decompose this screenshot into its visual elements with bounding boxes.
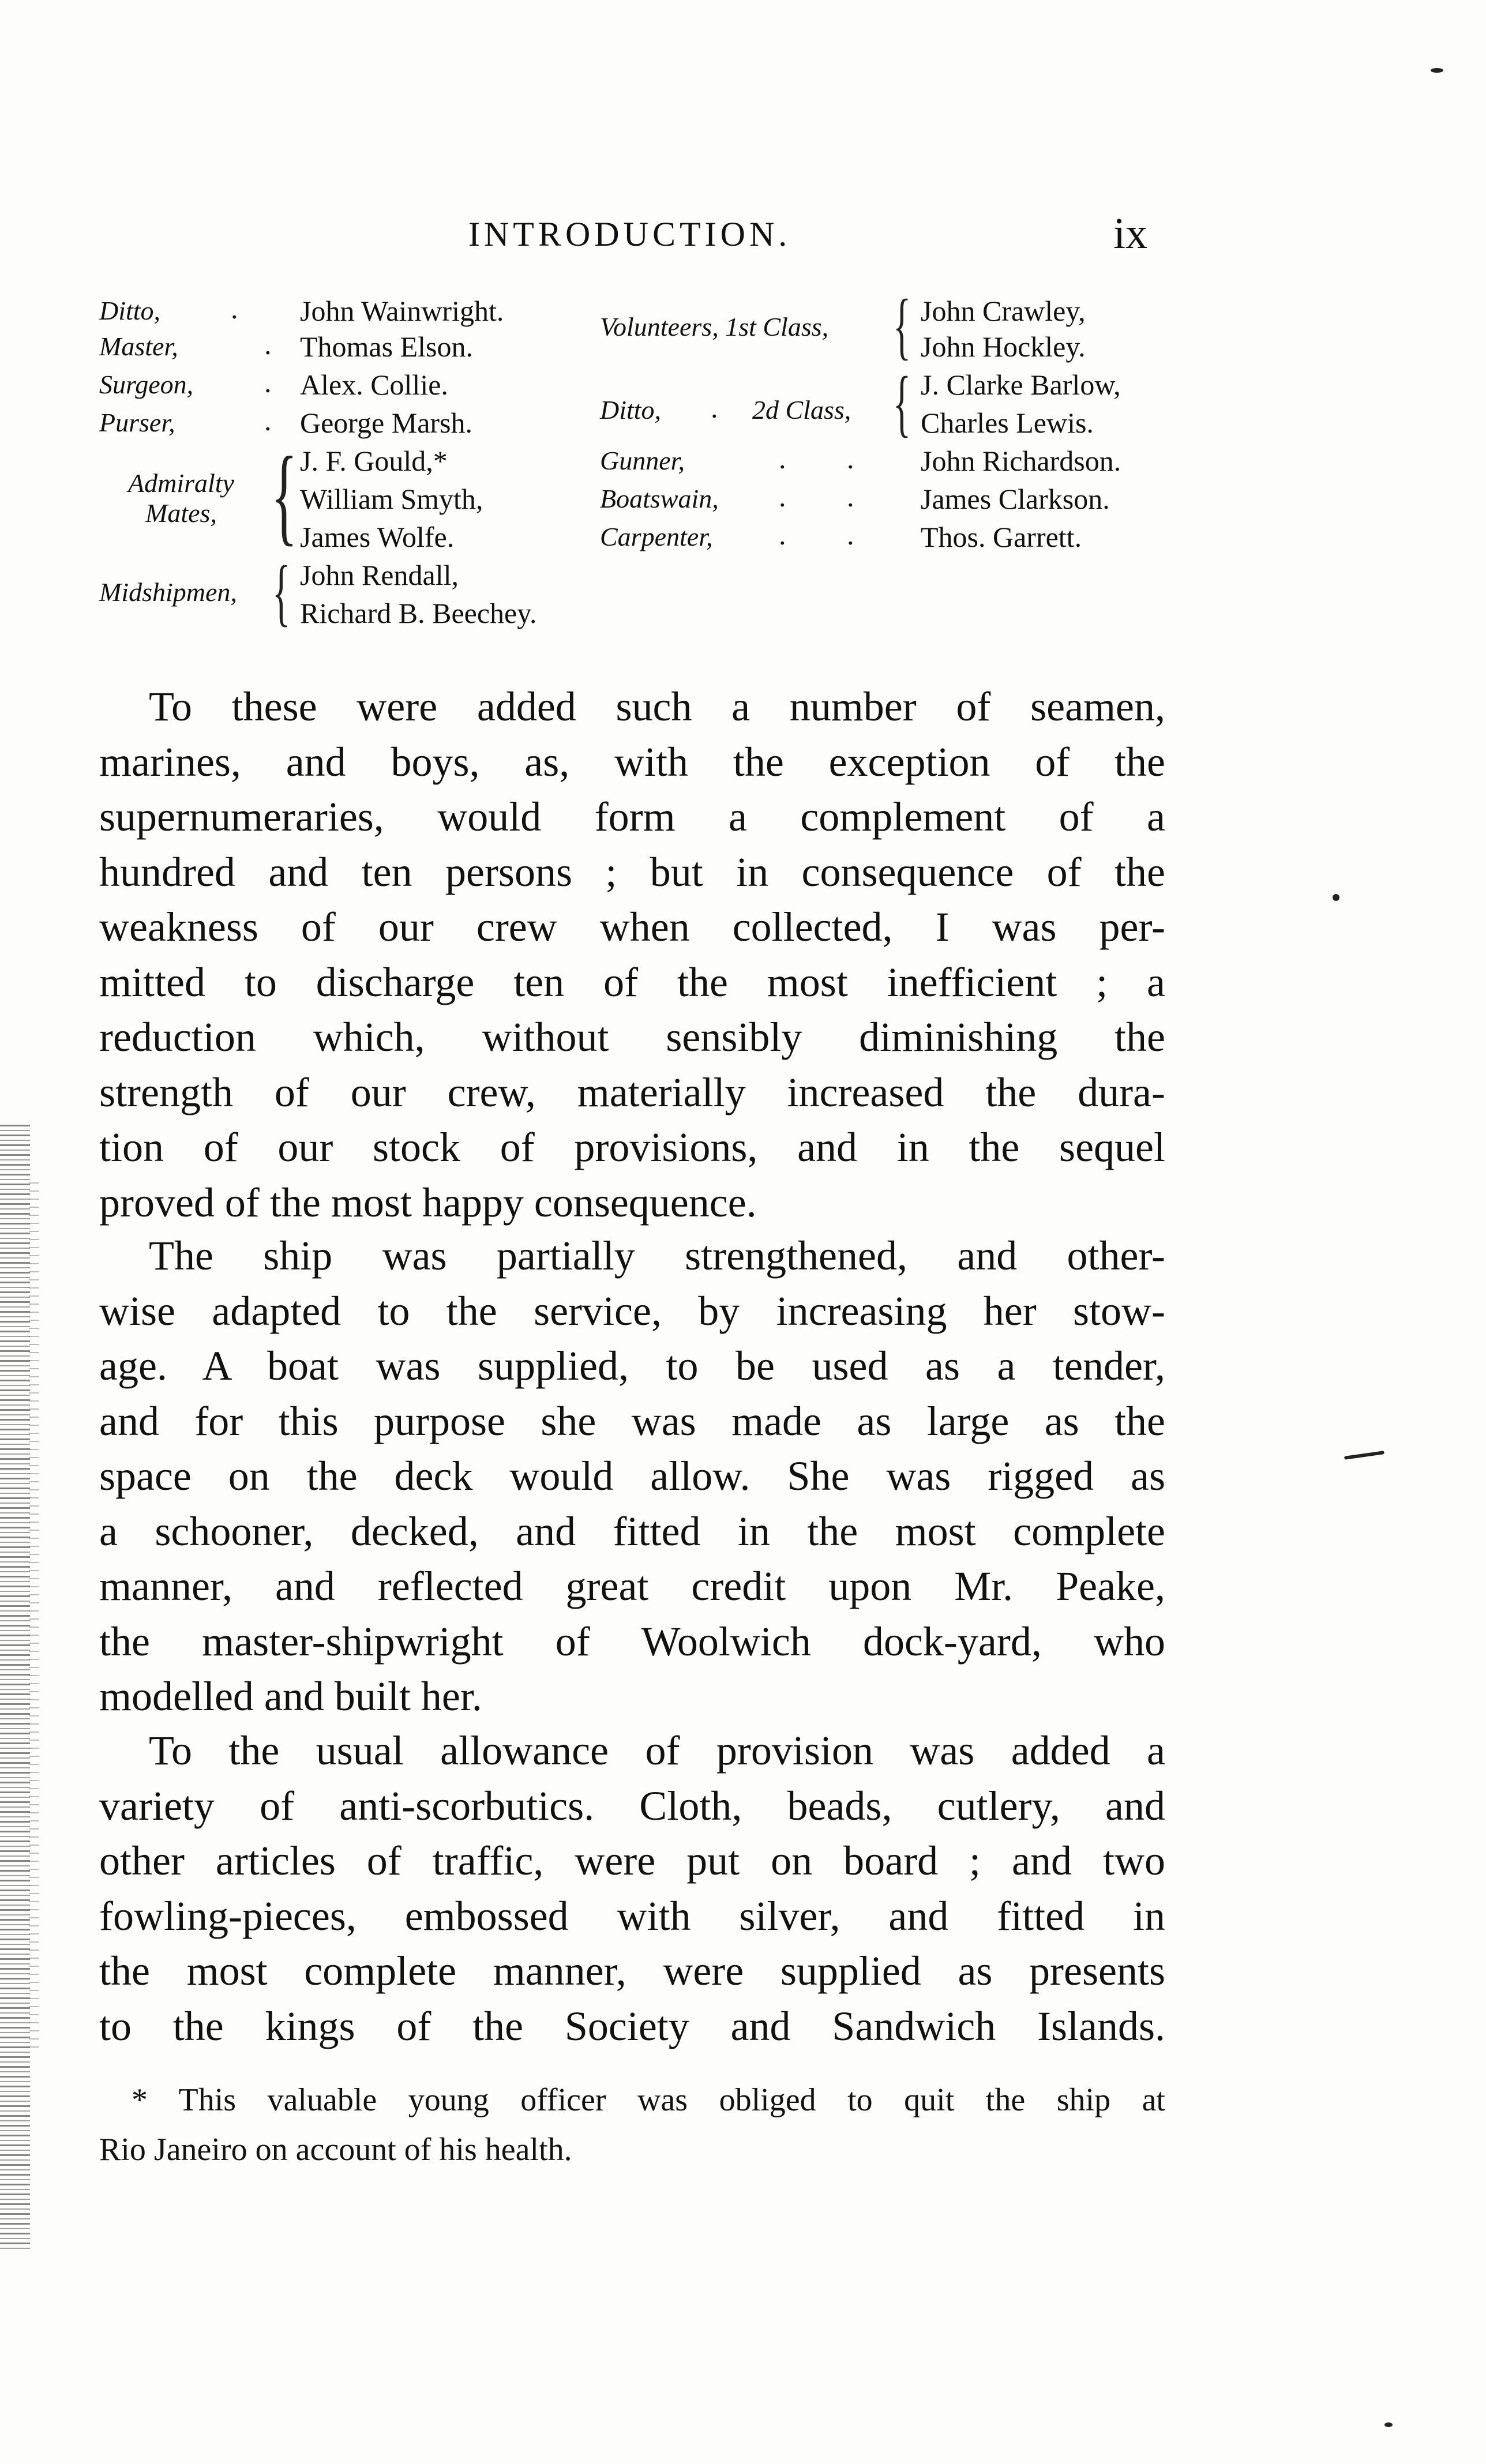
crew-name: William Smyth,	[300, 483, 483, 515]
crew-name: J. F. Gould,*	[300, 445, 448, 477]
text-line: wise adapted to the service, by increasing her stow-	[99, 1287, 1165, 1334]
crew-rank: Admiralty Mates,	[128, 468, 234, 528]
page-number: ix	[1113, 209, 1148, 258]
crew-class: 2d Class,	[752, 395, 851, 425]
text-line: to the kings of the Society and Sandwich Islands.	[99, 2003, 1165, 2049]
text-line: a schooner, decked, and fitted in the most complete	[99, 1508, 1165, 1554]
crew-name: John Rendall,	[300, 559, 459, 591]
text-line: tion of our stock of provisions, and in the sequel	[99, 1124, 1165, 1170]
text-line: reduction which, without sensibly diminishing the	[99, 1014, 1165, 1060]
text-line: the most complete manner, were supplied as presents	[99, 1948, 1165, 1994]
crew-name: John Crawley,	[921, 295, 1086, 327]
leader-dot: .	[231, 292, 238, 325]
footnote	[99, 2075, 1165, 2174]
leader-dot: .	[779, 480, 786, 513]
crew-name: Richard B. Beechey.	[300, 597, 537, 629]
leader-dot: .	[264, 328, 272, 360]
brace: {	[893, 284, 911, 367]
leader-dot: .	[779, 442, 786, 475]
crew-name: J. Clarke Barlow,	[921, 369, 1121, 401]
body-paragraph	[99, 1723, 1165, 2054]
running-header-title: INTRODUCTION.	[468, 215, 791, 253]
leader-dot: .	[847, 519, 854, 551]
text-line: proved of the most happy consequence.	[99, 1179, 757, 1226]
text-line: marines, and boys, as, with the exception of the	[99, 738, 1165, 785]
text-line: The ship was partially strengthened, and other-	[149, 1233, 1165, 1279]
text-line: supernumeraries, would form a complement of a	[99, 794, 1165, 840]
leader-dot: .	[779, 519, 786, 551]
text-line: the master-shipwright of Woolwich dock-yard, who	[99, 1618, 1165, 1665]
brace: {	[272, 551, 291, 634]
scan-speck	[1384, 2422, 1393, 2427]
crew-name: John Richardson.	[921, 445, 1121, 477]
leader-dot: .	[264, 366, 272, 399]
crew-rank: Boatswain,	[600, 484, 719, 513]
leader-dot: .	[711, 392, 718, 424]
text-line: To the usual allowance of provision was added a	[149, 1727, 1165, 1774]
crew-rank: Volunteers, 1st Class,	[600, 312, 829, 341]
text-line: mitted to discharge ten of the most inefficient ; a	[99, 959, 1165, 1005]
leader-dot: .	[847, 442, 854, 475]
crew-name: Alex. Collie.	[300, 369, 448, 401]
crew-rank: Ditto,	[600, 395, 662, 425]
crew-name: James Clarkson.	[921, 483, 1110, 515]
crew-name: John Hockley.	[921, 330, 1086, 363]
scan-spine-shadow	[0, 1125, 30, 2249]
crew-name: George Marsh.	[300, 407, 472, 439]
crew-rank: Surgeon,	[99, 370, 194, 399]
crew-name: John Wainwright.	[300, 295, 504, 327]
crew-name: James Wolfe.	[300, 521, 455, 553]
crew-rank: Gunner,	[600, 446, 685, 475]
text-line: weakness of our crew when collected, I was per-	[99, 904, 1165, 950]
text-line: hundred and ten persons ; but in consequence of the	[99, 848, 1165, 895]
text-line: other articles of traffic, were put on board ; and two	[99, 1838, 1165, 1884]
text-line: variety of anti-scorbutics. Cloth, beads, cutlery, and	[99, 1782, 1165, 1829]
crew-name: Charles Lewis.	[921, 407, 1094, 439]
footnote-line: Rio Janeiro on account of his health.	[99, 2132, 572, 2168]
body-paragraph	[99, 1229, 1165, 1725]
text-line: manner, and reflected great credit upon Mr. Peake,	[99, 1563, 1165, 1609]
scan-speck	[1344, 1451, 1384, 1460]
body-paragraph	[99, 679, 1165, 1230]
text-line: modelled and built her.	[99, 1673, 482, 1719]
text-line: fowling-pieces, embossed with silver, and fitted in	[99, 1892, 1165, 1939]
crew-rank: Master,	[99, 332, 178, 361]
leader-dot: .	[264, 404, 272, 437]
text-line: To these were added such a number of seamen,	[149, 683, 1165, 730]
crew-name: Thomas Elson.	[300, 330, 473, 363]
crew-rank: Purser,	[99, 408, 175, 437]
crew-rank: Ditto,	[99, 296, 161, 325]
crew-rank: Carpenter,	[600, 522, 713, 551]
brace: {	[893, 362, 911, 445]
text-line: and for this purpose she was made as large as the	[99, 1398, 1165, 1444]
crew-name: Thos. Garrett.	[921, 521, 1082, 553]
leader-dot: .	[847, 480, 854, 513]
text-line: space on the deck would allow. She was rigged as	[99, 1453, 1165, 1499]
brace: {	[271, 435, 298, 556]
footnote-line: * This valuable young officer was obliged to quit the ship at	[132, 2082, 1165, 2118]
scan-spine-shadow	[29, 1182, 39, 2048]
text-line: age. A boat was supplied, to be used as a tender,	[99, 1343, 1165, 1389]
crew-rank: Midshipmen,	[99, 577, 237, 607]
scan-speck	[1333, 894, 1339, 901]
text-line: strength of our crew, materially increased the dura-	[99, 1069, 1165, 1115]
scan-speck	[1431, 68, 1443, 73]
